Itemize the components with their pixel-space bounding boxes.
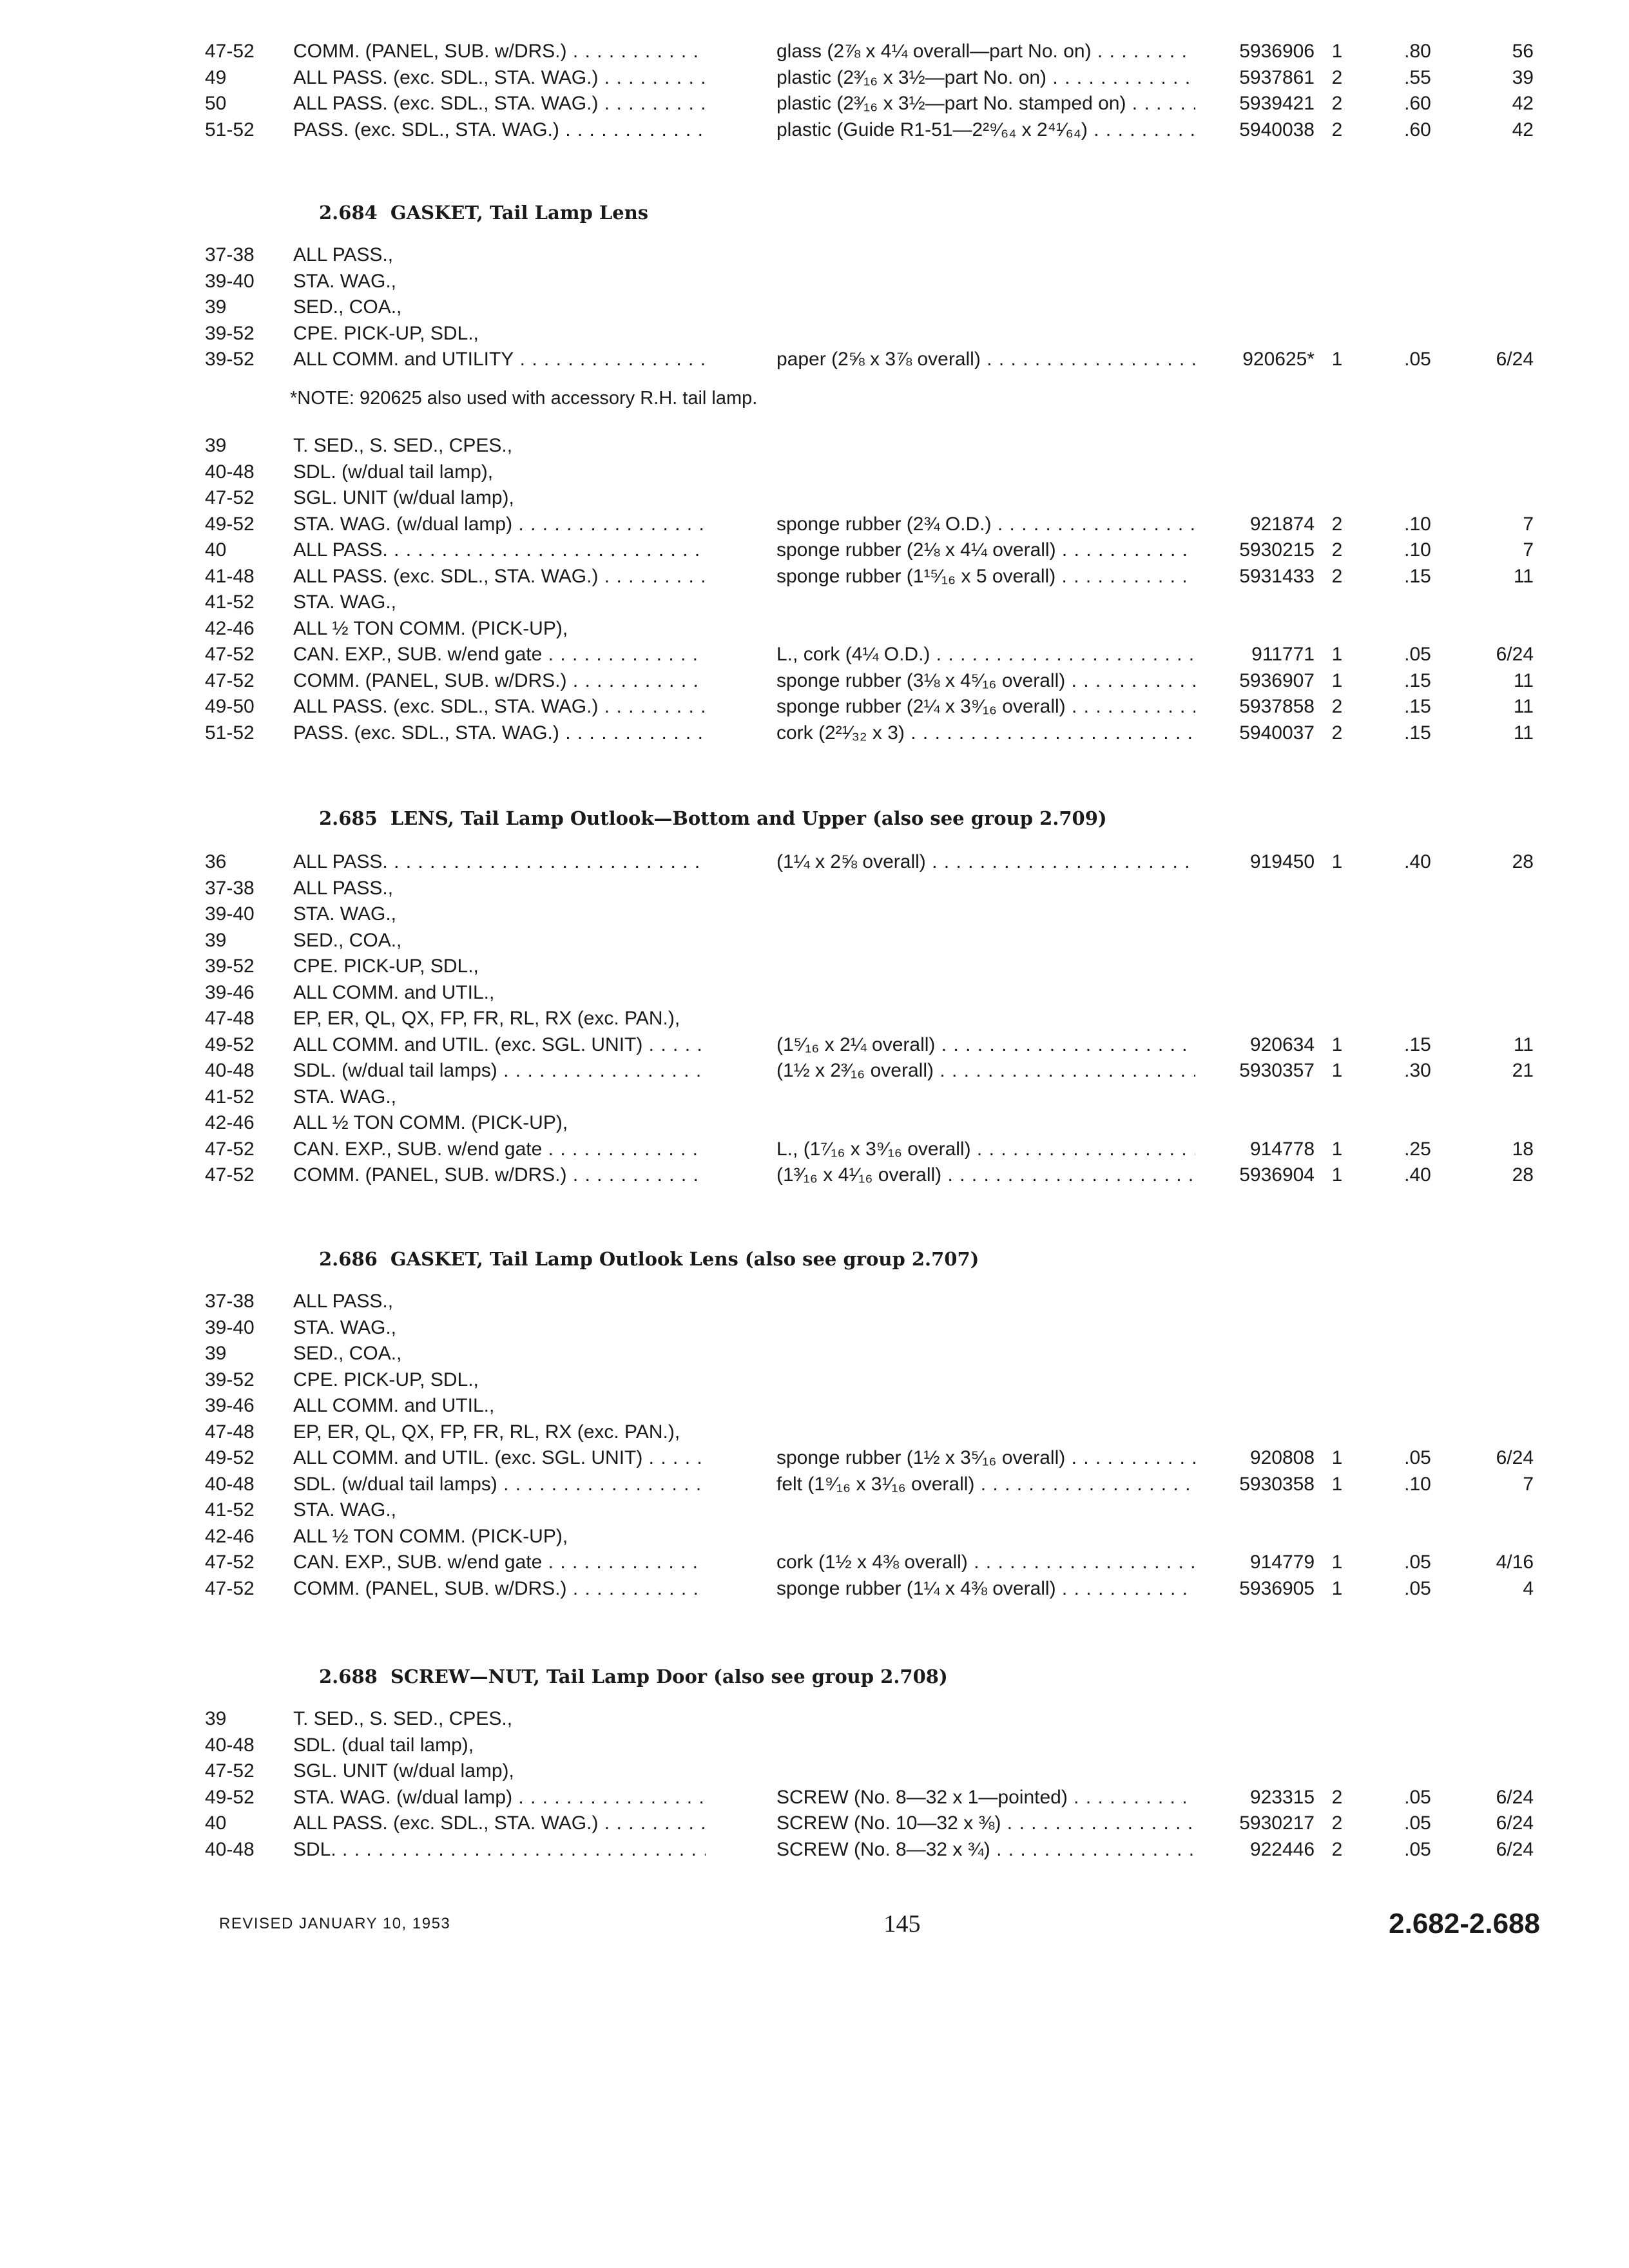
year-cell: 40-48 (205, 1060, 255, 1081)
table-row (0, 1084, 1629, 1110)
year-cell: 47-52 (205, 41, 255, 62)
table-row (0, 590, 1629, 615)
description-cell: CPE. PICK-UP, SDL., (293, 1369, 479, 1390)
year-cell: 49-50 (205, 696, 255, 717)
year-cell: 47-52 (205, 669, 255, 691)
table-row (0, 1162, 1629, 1188)
description-cell: ALL ½ TON COMM. (PICK-UP), (293, 617, 568, 639)
year-cell: 51-52 (205, 722, 255, 744)
year-cell: 40-48 (205, 461, 255, 483)
material-cell: sponge rubber (1¼ x 4⅜ overall) . . . (776, 1576, 1195, 1602)
year-cell: 39 (205, 1343, 227, 1364)
price-cell: .05 (1404, 644, 1431, 665)
table-row (0, 1497, 1629, 1523)
price-cell: .05 (1404, 1577, 1431, 1599)
material-cell: cork (1½ x 4⅜ overall) . . . (776, 1550, 1195, 1575)
description-cell: CPE. PICK-UP, SDL., (293, 322, 479, 344)
section-heading (319, 1245, 1479, 1273)
year-cell: 39-40 (205, 903, 255, 925)
table-row (0, 1445, 1629, 1471)
price-cell: .05 (1404, 1838, 1431, 1860)
year-cell: 42-46 (205, 617, 255, 639)
year-cell: 37-38 (205, 1291, 255, 1312)
year-cell: 47-52 (205, 1760, 255, 1782)
description-cell: SED., COA., (293, 1343, 402, 1364)
description-cell: ALL PASS. (exc. SDL., STA. WAG.) . . . (293, 564, 706, 590)
price-cell: .05 (1404, 1812, 1431, 1834)
table-row (0, 1733, 1629, 1758)
part-number-cell: 922446 (1249, 1838, 1315, 1860)
table-row (0, 1341, 1629, 1367)
weight-cell: 6/24 (1496, 1786, 1534, 1808)
table-row (0, 1576, 1629, 1602)
material-cell: glass (2⅞ x 4¼ overall—part No. on) . . . (776, 39, 1195, 64)
part-number-cell: 920634 (1249, 1033, 1315, 1055)
year-cell: 47-52 (205, 1164, 255, 1186)
material-cell: plastic (2³⁄₁₆ x 3½—part No. stamped on) . . . (776, 91, 1195, 117)
year-cell: 37-38 (205, 877, 255, 899)
section-number: 2.688 (319, 1666, 378, 1687)
weight-cell: 11 (1513, 565, 1534, 587)
year-cell: 40-48 (205, 1838, 255, 1860)
description-cell: SED., COA., (293, 296, 402, 318)
description-cell: ALL COMM. and UTIL. (exc. SGL. UNIT) . . . (293, 1032, 706, 1058)
price-cell: .25 (1404, 1138, 1431, 1160)
quantity-cell: 1 (1331, 1447, 1343, 1468)
section-title: LENS, Tail Lamp Outlook—Bottom and Upper (also see group 2.709) (390, 807, 1107, 829)
description-cell: EP, ER, QL, QX, FP, FR, RL, RX (exc. PAN.), (293, 1008, 680, 1029)
weight-cell: 11 (1513, 696, 1534, 717)
section-heading (319, 1662, 1479, 1691)
quantity-cell: 2 (1331, 66, 1343, 88)
table-row (0, 1785, 1629, 1811)
section-number: 2.684 (319, 202, 378, 224)
price-cell: .60 (1404, 93, 1431, 114)
quantity-cell: 1 (1331, 1473, 1343, 1495)
year-cell: 39-40 (205, 270, 255, 292)
year-cell: 37-38 (205, 244, 255, 265)
table-row (0, 720, 1629, 746)
material-cell: cork (2²¹⁄₃₂ x 3) . . . (776, 720, 1195, 746)
description-cell: CAN. EXP., SUB. w/end gate . . . (293, 1137, 706, 1162)
weight-cell: 28 (1512, 851, 1534, 872)
description-cell: ALL PASS., (293, 244, 394, 265)
part-number-cell: 5937858 (1239, 696, 1315, 717)
price-cell: .15 (1404, 669, 1431, 691)
year-cell: 41-52 (205, 1086, 255, 1108)
description-cell: STA. WAG., (293, 591, 397, 613)
year-cell: 47-52 (205, 1138, 255, 1160)
price-cell: .05 (1404, 349, 1431, 370)
material-cell: paper (2⅝ x 3⅞ overall) . . . (776, 347, 1195, 372)
material-cell: felt (1⁹⁄₁₆ x 3¹⁄₁₆ overall) . . . (776, 1472, 1195, 1497)
table-row (0, 39, 1629, 64)
weight-cell: 7 (1523, 513, 1534, 535)
page-number: 145 (883, 1910, 921, 1937)
description-cell: ALL PASS. . . . (293, 537, 706, 563)
price-cell: .60 (1404, 119, 1431, 140)
weight-cell: 4 (1523, 1577, 1534, 1599)
quantity-cell: 2 (1331, 93, 1343, 114)
year-cell: 47-52 (205, 1577, 255, 1599)
part-number-cell: 5936905 (1239, 1577, 1315, 1599)
weight-cell: 7 (1523, 1473, 1534, 1495)
description-cell: SDL. . . . (293, 1837, 706, 1863)
description-cell: ALL ½ TON COMM. (PICK-UP), (293, 1112, 568, 1133)
year-cell: 47-48 (205, 1421, 255, 1443)
table-row (0, 294, 1629, 320)
quantity-cell: 2 (1331, 119, 1343, 140)
section-heading (319, 804, 1479, 832)
price-cell: .05 (1404, 1552, 1431, 1573)
quantity-cell: 2 (1331, 722, 1343, 744)
price-cell: .05 (1404, 1447, 1431, 1468)
table-row (0, 1524, 1629, 1550)
table-row (0, 642, 1629, 668)
table-row (0, 485, 1629, 511)
part-number-cell: 5936904 (1239, 1164, 1315, 1186)
year-cell: 40 (205, 539, 227, 561)
table-row (0, 616, 1629, 642)
description-cell: CAN. EXP., SUB. w/end gate . . . (293, 642, 706, 668)
year-cell: 41-48 (205, 565, 255, 587)
description-cell: COMM. (PANEL, SUB. w/DRS.) . . . (293, 1162, 706, 1188)
description-cell: PASS. (exc. SDL., STA. WAG.) . . . (293, 117, 706, 143)
year-cell: 47-52 (205, 644, 255, 665)
section-number: 2.685 (319, 807, 378, 829)
weight-cell: 6/24 (1496, 349, 1534, 370)
table-row (0, 1110, 1629, 1136)
description-cell: SDL. (dual tail lamp), (293, 1734, 474, 1756)
description-cell: STA. WAG., (293, 1316, 397, 1338)
part-number-cell: 923315 (1249, 1786, 1315, 1808)
year-cell: 51-52 (205, 119, 255, 140)
table-row (0, 1419, 1629, 1445)
description-cell: STA. WAG., (293, 1499, 397, 1521)
weight-cell: 56 (1512, 41, 1534, 62)
table-row (0, 117, 1629, 143)
year-cell: 39-52 (205, 349, 255, 370)
year-cell: 40-48 (205, 1473, 255, 1495)
year-cell: 39 (205, 435, 227, 456)
table-row (0, 1706, 1629, 1732)
part-number-cell: 5937861 (1239, 66, 1315, 88)
section-title: GASKET, Tail Lamp Outlook Lens (also see group 2.707) (390, 1248, 979, 1270)
quantity-cell: 2 (1331, 539, 1343, 561)
quantity-cell: 1 (1331, 1552, 1343, 1573)
quantity-cell: 2 (1331, 1838, 1343, 1860)
table-row (0, 1032, 1629, 1058)
price-cell: .80 (1404, 41, 1431, 62)
footnote: *NOTE: 920625 also used with accessory R.H. tail lamp. (290, 388, 758, 408)
table-row (0, 1472, 1629, 1497)
weight-cell: 11 (1513, 722, 1534, 744)
material-cell: plastic (2³⁄₁₆ x 3½—part No. on) . . . (776, 65, 1195, 91)
year-cell: 39-46 (205, 981, 255, 1003)
description-cell: SDL. (w/dual tail lamps) . . . (293, 1058, 706, 1084)
year-cell: 36 (205, 851, 227, 872)
description-cell: ALL COMM. and UTILITY . . . (293, 347, 706, 372)
weight-cell: 42 (1512, 93, 1534, 114)
part-number-cell: 5940037 (1239, 722, 1315, 744)
description-cell: ALL PASS. (exc. SDL., STA. WAG.) . . . (293, 65, 706, 91)
part-number-cell: 914778 (1249, 1138, 1315, 1160)
year-cell: 49-52 (205, 1033, 255, 1055)
quantity-cell: 1 (1331, 349, 1343, 370)
material-cell: sponge rubber (3⅛ x 4⁵⁄₁₆ overall) . . . (776, 668, 1195, 694)
year-cell: 39-46 (205, 1395, 255, 1416)
section-heading (319, 198, 1479, 227)
table-row (0, 980, 1629, 1006)
quantity-cell: 2 (1331, 565, 1343, 587)
year-cell: 39-52 (205, 1369, 255, 1390)
description-cell: STA. WAG., (293, 1086, 397, 1108)
description-cell: COMM. (PANEL, SUB. w/DRS.) . . . (293, 668, 706, 694)
description-cell: CPE. PICK-UP, SDL., (293, 956, 479, 977)
description-cell: T. SED., S. SED., CPES., (293, 1708, 513, 1729)
table-row (0, 901, 1629, 927)
quantity-cell: 2 (1331, 1812, 1343, 1834)
description-cell: EP, ER, QL, QX, FP, FR, RL, RX (exc. PAN.), (293, 1421, 680, 1443)
price-cell: .15 (1404, 722, 1431, 744)
year-cell: 49-52 (205, 1786, 255, 1808)
table-row (0, 269, 1629, 294)
description-cell: STA. WAG., (293, 903, 397, 925)
price-cell: .30 (1404, 1060, 1431, 1081)
quantity-cell: 1 (1331, 1060, 1343, 1081)
table-row (0, 1393, 1629, 1419)
quantity-cell: 1 (1331, 669, 1343, 691)
part-number-cell: 5930357 (1239, 1060, 1315, 1081)
table-row (0, 954, 1629, 979)
material-cell: (1³⁄₁₆ x 4¹⁄₁₆ overall) . . . (776, 1162, 1195, 1188)
quantity-cell: 1 (1331, 1138, 1343, 1160)
material-cell: (1¼ x 2⅝ overall) . . . (776, 849, 1195, 875)
table-row (0, 1837, 1629, 1863)
material-cell: sponge rubber (1¹⁵⁄₁₆ x 5 overall) . . . (776, 564, 1195, 590)
quantity-cell: 2 (1331, 696, 1343, 717)
price-cell: .15 (1404, 565, 1431, 587)
table-row (0, 668, 1629, 694)
material-cell: SCREW (No. 8—32 x ¾) . . . (776, 1837, 1195, 1863)
table-row (0, 347, 1629, 372)
table-row (0, 694, 1629, 720)
quantity-cell: 2 (1331, 513, 1343, 535)
material-cell: sponge rubber (2¾ O.D.) . . . (776, 512, 1195, 537)
table-row (0, 91, 1629, 117)
table-row (0, 1550, 1629, 1575)
year-cell: 39 (205, 1708, 227, 1729)
table-row (0, 1758, 1629, 1784)
revision-date: REVISED JANUARY 10, 1953 (219, 1915, 451, 1932)
group-range: 2.682-2.688 (1389, 1908, 1540, 1939)
quantity-cell: 1 (1331, 1577, 1343, 1599)
price-cell: .15 (1404, 1033, 1431, 1055)
weight-cell: 6/24 (1496, 1447, 1534, 1468)
material-cell: sponge rubber (1½ x 3⁵⁄₁₆ overall) . . . (776, 1445, 1195, 1471)
description-cell: SED., COA., (293, 929, 402, 951)
quantity-cell: 1 (1331, 644, 1343, 665)
year-cell: 50 (205, 93, 227, 114)
year-cell: 42-46 (205, 1525, 255, 1547)
year-cell: 49-52 (205, 513, 255, 535)
weight-cell: 39 (1512, 66, 1534, 88)
description-cell: STA. WAG., (293, 270, 397, 292)
description-cell: PASS. (exc. SDL., STA. WAG.) . . . (293, 720, 706, 746)
year-cell: 42-46 (205, 1112, 255, 1133)
description-cell: ALL PASS. (exc. SDL., STA. WAG.) . . . (293, 91, 706, 117)
price-cell: .10 (1404, 513, 1431, 535)
price-cell: .10 (1404, 1473, 1431, 1495)
quantity-cell: 2 (1331, 1786, 1343, 1808)
weight-cell: 18 (1512, 1138, 1534, 1160)
part-number-cell: 5940038 (1239, 119, 1315, 140)
table-row (0, 537, 1629, 563)
part-number-cell: 5930217 (1239, 1812, 1315, 1834)
material-cell: L., cork (4¼ O.D.) . . . (776, 642, 1195, 668)
year-cell: 49 (205, 66, 227, 88)
table-row (0, 1058, 1629, 1084)
description-cell: ALL COMM. and UTIL., (293, 1395, 495, 1416)
price-cell: .40 (1404, 851, 1431, 872)
table-row (0, 1289, 1629, 1314)
part-number-cell: 5936906 (1239, 41, 1315, 62)
table-row (0, 1006, 1629, 1032)
weight-cell: 7 (1523, 539, 1534, 561)
material-cell: plastic (Guide R1-51—2²⁹⁄₆₄ x 2⁴¹⁄₆₄) . . . (776, 117, 1195, 143)
part-number-cell: 5936907 (1239, 669, 1315, 691)
price-cell: .05 (1404, 1786, 1431, 1808)
quantity-cell: 1 (1331, 1033, 1343, 1055)
description-cell: ALL PASS. (exc. SDL., STA. WAG.) . . . (293, 694, 706, 720)
part-number-cell: 921874 (1249, 513, 1315, 535)
description-cell: STA. WAG. (w/dual lamp) . . . (293, 1785, 706, 1811)
description-cell: COMM. (PANEL, SUB. w/DRS.) . . . (293, 1576, 706, 1602)
year-cell: 47-48 (205, 1008, 255, 1029)
material-cell: sponge rubber (2¼ x 3⁹⁄₁₆ overall) . . . (776, 694, 1195, 720)
part-number-cell: 919450 (1249, 851, 1315, 872)
quantity-cell: 1 (1331, 1164, 1343, 1186)
weight-cell: 28 (1512, 1164, 1534, 1186)
price-cell: .40 (1404, 1164, 1431, 1186)
material-cell: L., (1⁷⁄₁₆ x 3⁹⁄₁₆ overall) . . . (776, 1137, 1195, 1162)
weight-cell: 6/24 (1496, 1812, 1534, 1834)
part-number-cell: 911771 (1251, 644, 1315, 665)
description-cell: T. SED., S. SED., CPES., (293, 435, 513, 456)
part-number-cell: 5930215 (1239, 539, 1315, 561)
table-row (0, 564, 1629, 590)
year-cell: 39 (205, 929, 227, 951)
year-cell: 39-52 (205, 322, 255, 344)
year-cell: 39-52 (205, 956, 255, 977)
part-number-cell: 920808 (1249, 1447, 1315, 1468)
table-row (0, 512, 1629, 537)
year-cell: 47-52 (205, 487, 255, 508)
price-cell: .15 (1404, 696, 1431, 717)
material-cell: (1⁵⁄₁₆ x 2¼ overall) . . . (776, 1032, 1195, 1058)
material-cell: (1½ x 2³⁄₁₆ overall) . . . (776, 1058, 1195, 1084)
description-cell: ALL PASS., (293, 877, 394, 899)
table-row (0, 1811, 1629, 1836)
year-cell: 41-52 (205, 1499, 255, 1521)
part-number-cell: 5931433 (1239, 565, 1315, 587)
description-cell: ALL COMM. and UTIL., (293, 981, 495, 1003)
table-row (0, 1315, 1629, 1341)
description-cell: COMM. (PANEL, SUB. w/DRS.) . . . (293, 39, 706, 64)
material-cell: SCREW (No. 10—32 x ⅜) . . . (776, 1811, 1195, 1836)
table-row (0, 65, 1629, 91)
description-cell: CAN. EXP., SUB. w/end gate . . . (293, 1550, 706, 1575)
description-cell: ALL PASS. . . . (293, 849, 706, 875)
table-row (0, 1137, 1629, 1162)
weight-cell: 4/16 (1496, 1552, 1534, 1573)
year-cell: 49-52 (205, 1447, 255, 1468)
description-cell: STA. WAG. (w/dual lamp) . . . (293, 512, 706, 537)
table-row (0, 849, 1629, 875)
weight-cell: 11 (1513, 1033, 1534, 1055)
price-cell: .10 (1404, 539, 1431, 561)
quantity-cell: 1 (1331, 41, 1343, 62)
price-cell: .55 (1404, 66, 1431, 88)
year-cell: 41-52 (205, 591, 255, 613)
description-cell: ALL ½ TON COMM. (PICK-UP), (293, 1525, 568, 1547)
weight-cell: 42 (1512, 119, 1534, 140)
part-number-cell: 914779 (1249, 1552, 1315, 1573)
year-cell: 39-40 (205, 1316, 255, 1338)
material-cell: sponge rubber (2⅛ x 4¼ overall) . . . (776, 537, 1195, 563)
quantity-cell: 1 (1331, 851, 1343, 872)
part-number-cell: 920625* (1242, 349, 1315, 370)
weight-cell: 6/24 (1496, 644, 1534, 665)
year-cell: 40 (205, 1812, 227, 1834)
table-row (0, 242, 1629, 268)
weight-cell: 21 (1512, 1060, 1534, 1081)
description-cell: ALL PASS., (293, 1291, 394, 1312)
description-cell: SGL. UNIT (w/dual lamp), (293, 1760, 514, 1782)
table-row (0, 459, 1629, 485)
table-row (0, 321, 1629, 347)
description-cell: ALL COMM. and UTIL. (exc. SGL. UNIT) . . . (293, 1445, 706, 1471)
description-cell: SDL. (w/dual tail lamp), (293, 461, 494, 483)
description-cell: SGL. UNIT (w/dual lamp), (293, 487, 514, 508)
table-row (0, 1367, 1629, 1393)
table-row (0, 928, 1629, 954)
year-cell: 39 (205, 296, 227, 318)
description-cell: SDL. (w/dual tail lamps) . . . (293, 1472, 706, 1497)
section-title: SCREW—NUT, Tail Lamp Door (also see group 2.708) (390, 1666, 948, 1687)
section-title: GASKET, Tail Lamp Lens (390, 202, 649, 224)
section-number: 2.686 (319, 1248, 378, 1270)
part-number-cell: 5939421 (1239, 93, 1315, 114)
weight-cell: 6/24 (1496, 1838, 1534, 1860)
year-cell: 47-52 (205, 1552, 255, 1573)
part-number-cell: 5930358 (1239, 1473, 1315, 1495)
description-cell: ALL PASS. (exc. SDL., STA. WAG.) . . . (293, 1811, 706, 1836)
material-cell: SCREW (No. 8—32 x 1—pointed) . . . (776, 1785, 1195, 1811)
year-cell: 40-48 (205, 1734, 255, 1756)
weight-cell: 11 (1513, 669, 1534, 691)
table-row (0, 876, 1629, 901)
table-row (0, 433, 1629, 459)
